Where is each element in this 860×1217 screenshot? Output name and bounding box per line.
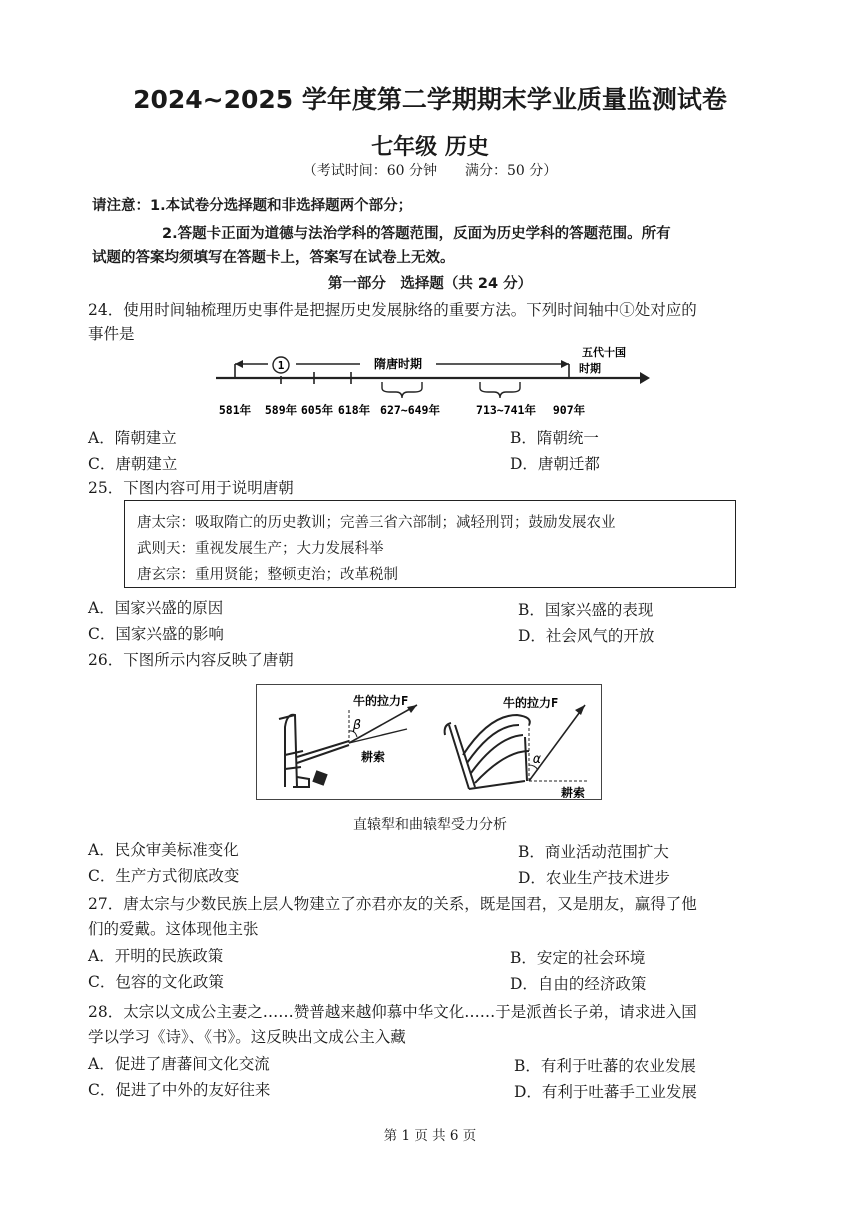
span-left-arrow: [235, 360, 243, 368]
year-label-0: 581年: [218, 403, 252, 417]
q25-info-box: [124, 500, 736, 588]
q26-stem: 26．下图所示内容反映了唐朝: [88, 651, 294, 669]
span-right-arrow: [561, 360, 569, 368]
q25-stem: 25．下图内容可用于说明唐朝: [88, 479, 294, 497]
q24-option-a: A．隋朝建立: [88, 429, 177, 447]
q25-box-line-2: 武则天：重视发展生产；大力发展科举: [137, 541, 384, 557]
year-label-3: 618年: [337, 403, 371, 417]
q27-option-b: B．安定的社会环境: [510, 949, 646, 967]
q25-box-line-1: 唐太宗：吸取隋亡的历史教训；完善三省六部制；减轻刑罚；鼓励发展农业: [137, 515, 616, 531]
curved-plough-drawing: [445, 715, 530, 789]
plough-force-diagram: [257, 685, 600, 798]
q27-option-d: D．自由的经济政策: [510, 975, 647, 993]
notice-line-1: 请注意：1.本试卷分选择题和非选择题两个部分；: [92, 198, 413, 214]
marker-1-text: 1: [277, 359, 285, 372]
q24-timeline: [210, 344, 650, 420]
q28-option-c: C．促进了中外的友好往来: [88, 1081, 271, 1099]
q26-figure-caption: 直辕犁和曲辕犁受力分析: [353, 817, 507, 833]
q25-option-d: D．社会风气的开放: [518, 627, 655, 645]
left-rope-label: 耕索: [361, 750, 386, 764]
q26-option-a: A．民众审美标准变化: [88, 841, 239, 859]
section-title: 第一部分 选择题（共 24 分）: [327, 276, 533, 292]
brace-627-649: [382, 382, 422, 398]
page-footer: 第 1 页 共 6 页: [383, 1128, 477, 1144]
q28-option-a: A．促进了唐蕃间文化交流: [88, 1055, 270, 1073]
next-period-label-2: 时期: [579, 362, 601, 375]
q26-figure-frame: [256, 684, 602, 800]
q28-option-d: D．有利于吐蕃手工业发展: [514, 1083, 697, 1101]
q24-option-c: C．唐朝建立: [88, 455, 178, 473]
q25-option-c: C．国家兴盛的影响: [88, 625, 224, 643]
q28-stem-line-1: 28．太宗以文成公主妻之……赞普越来越仰慕中华文化……于是派酋长子弟，请求进入国: [88, 1003, 697, 1021]
year-label-5: 713~741年: [476, 403, 536, 417]
exam-title: 2024~2025 学年度第二学期期末学业质量监测试卷: [133, 85, 727, 114]
q25-box-line-3: 唐玄宗：重用贤能；整顿吏治；改革税制: [137, 567, 398, 583]
q26-option-c: C．生产方式彻底改变: [88, 867, 240, 885]
q27-stem-line-1: 27．唐太宗与少数民族上层人物建立了亦君亦友的关系，既是国君，又是朋友，赢得了他: [88, 895, 697, 913]
period-label: 隋唐时期: [373, 357, 423, 371]
left-angle-label: β: [353, 718, 361, 733]
q26-option-b: B．商业活动范围扩大: [518, 843, 669, 861]
exam-subtitle: 七年级 历史: [371, 135, 489, 160]
next-period-label-1: 五代十国: [582, 346, 626, 359]
notice-line-2: 2.答题卡正面为道德与法治学科的答题范围，反面为历史学科的答题范围。所有: [162, 226, 671, 242]
q27-option-a: A．开明的民族政策: [88, 947, 224, 965]
q24-option-d: D．唐朝迁都: [510, 455, 600, 473]
q24-option-b: B．隋朝统一: [510, 429, 599, 447]
year-label-4: 627~649年: [380, 403, 440, 417]
left-force-label: 牛的拉力F: [353, 694, 409, 708]
q28-option-b: B．有利于吐蕃的农业发展: [514, 1057, 696, 1075]
q27-stem-line-2: 们的爱戴。这体现他主张: [88, 920, 259, 938]
q27-option-c: C．包容的文化政策: [88, 973, 224, 991]
right-rope-label: 耕索: [561, 786, 586, 798]
straight-plough-drawing: [279, 715, 349, 787]
right-angle-label: α: [533, 752, 541, 767]
timeline-arrow: [640, 372, 650, 384]
q24-stem-line-1: 24．使用时间轴梳理历史事件是把握历史发展脉络的重要方法。下列时间轴中①处对应的: [88, 301, 697, 319]
q25-option-b: B．国家兴盛的表现: [518, 601, 654, 619]
notice-line-3: 试题的答案均须填写在答题卡上，答案写在试卷上无效。: [92, 250, 455, 266]
q25-option-a: A．国家兴盛的原因: [88, 599, 224, 617]
right-force-label: 牛的拉力F: [503, 696, 559, 710]
exam-info: （考试时间：60 分钟 满分：50 分）: [302, 163, 558, 179]
brace-713-741: [480, 382, 520, 398]
q24-stem-line-2: 事件是: [88, 325, 135, 343]
year-label-2: 605年: [300, 403, 334, 417]
q28-stem-line-2: 学以学习《诗》、《书》。这反映出文成公主入藏: [88, 1028, 406, 1046]
q26-option-d: D．农业生产技术进步: [518, 869, 670, 887]
year-label-1: 589年: [264, 403, 298, 417]
year-label-6: 907年: [552, 403, 586, 417]
